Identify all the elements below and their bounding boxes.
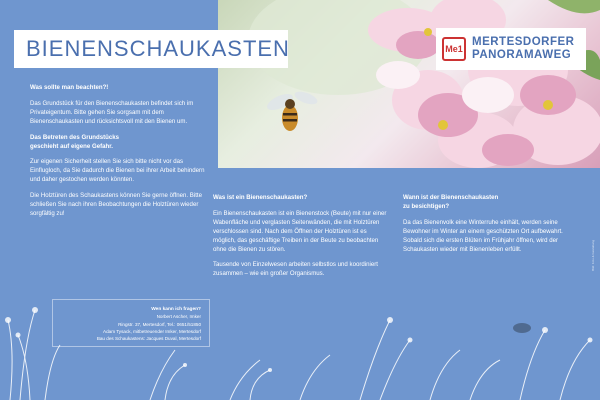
logo-badge: Me1	[442, 37, 466, 61]
column2-paragraph-2: Tausende von Einzelwesen arbeiten selbstlos und koordiniert zusammen – wie ein großer Organismus.	[213, 261, 378, 278]
contact-line-2: Ringstr. 37, Mertesdorf, Tel.: 0651/51850	[118, 321, 201, 327]
column-considerations	[30, 84, 205, 226]
column3-heading	[403, 194, 578, 212]
credits-note: Bild: Foto & Gestaltung	[591, 240, 595, 271]
logo	[436, 28, 586, 70]
logo-line-1: MERTESDORFER	[472, 36, 575, 48]
column2-paragraph-1: Ein Bienenschaukasten ist ein Bienenstock (Beute) mit nur einer Wabenfläche und verglasten Seitenwänden, die mit Holztüren verschlossen sind. Nach dem Öffnen der Holztüren ist es möglich, das geschäftige Treiben in der Beute zu beobachten ohne die Bienen zu stören.	[213, 209, 387, 253]
column3-paragraph-1: Da das Bienenvolk eine Winterruhe einhält, werden seine Bewohner im Winter an einem geschützten Ort aufbewahrt. Sobald sich die ersten Blüten im Frühjahr öffnen, wird der Schaukasten wieder mit Bienenleben erfüllt.	[403, 218, 563, 253]
contact-line-3: Adam Tysack, mitbetreuender Imker, Mertesdorf	[103, 328, 201, 334]
column3-heading-line-1: Wann ist der Bienenschaukasten	[403, 194, 499, 201]
contact-heading: Wen kann ich fragen?	[151, 307, 201, 312]
logo-line-2: PANORAMAWEG	[472, 49, 572, 61]
apple-blossom-illustration	[218, 0, 600, 168]
column1-paragraph-3: Die Holztüren des Schaukastens können Sie gerne öffnen. Bitte schließen Sie nach ihren Beobachtungen die Holztüren wieder sorgfältig zu!	[30, 192, 202, 217]
column1-paragraph-1: Das Grundstück für den Bienenschaukasten befindet sich im Privateigentum. Bitte gehen Sie sorgsam mit dem Bienenschaukasten und rücksichtsvoll mit den Bienen um.	[30, 99, 194, 125]
header-photo	[218, 0, 600, 168]
column3-heading-line-2: zu besichtigen?	[403, 202, 450, 210]
warning-line-2: geschieht auf eigene Gefahr.	[30, 142, 113, 150]
column2-heading: Was ist ein Bienenschaukasten?	[213, 194, 308, 201]
contact-box	[52, 299, 210, 347]
column1-paragraph-2: Zur eigenen Sicherheit stellen Sie sich bitte nicht vor das Einflugloch, da Sie dadurch die Bienen bei ihrer Arbeit behindern und daher gestochen werden könnten.	[30, 158, 205, 184]
contact-line-1: Norbert Ascher, Imker	[156, 314, 201, 320]
column1-heading: Was sollte man beachten?!	[30, 84, 109, 91]
title-banner	[14, 30, 288, 68]
page-title: BIENENSCHAUKASTEN	[26, 36, 290, 61]
bee-icon	[265, 89, 319, 131]
contact-line-4: Bau des Schaukastens: Jacques Duval, Mertesdorf	[96, 336, 201, 342]
column1-warning	[30, 134, 205, 152]
warning-line-1: Das Betreten des Grundstücks	[30, 133, 120, 141]
column-when	[403, 194, 578, 261]
bee-silhouette-icon	[513, 323, 531, 333]
